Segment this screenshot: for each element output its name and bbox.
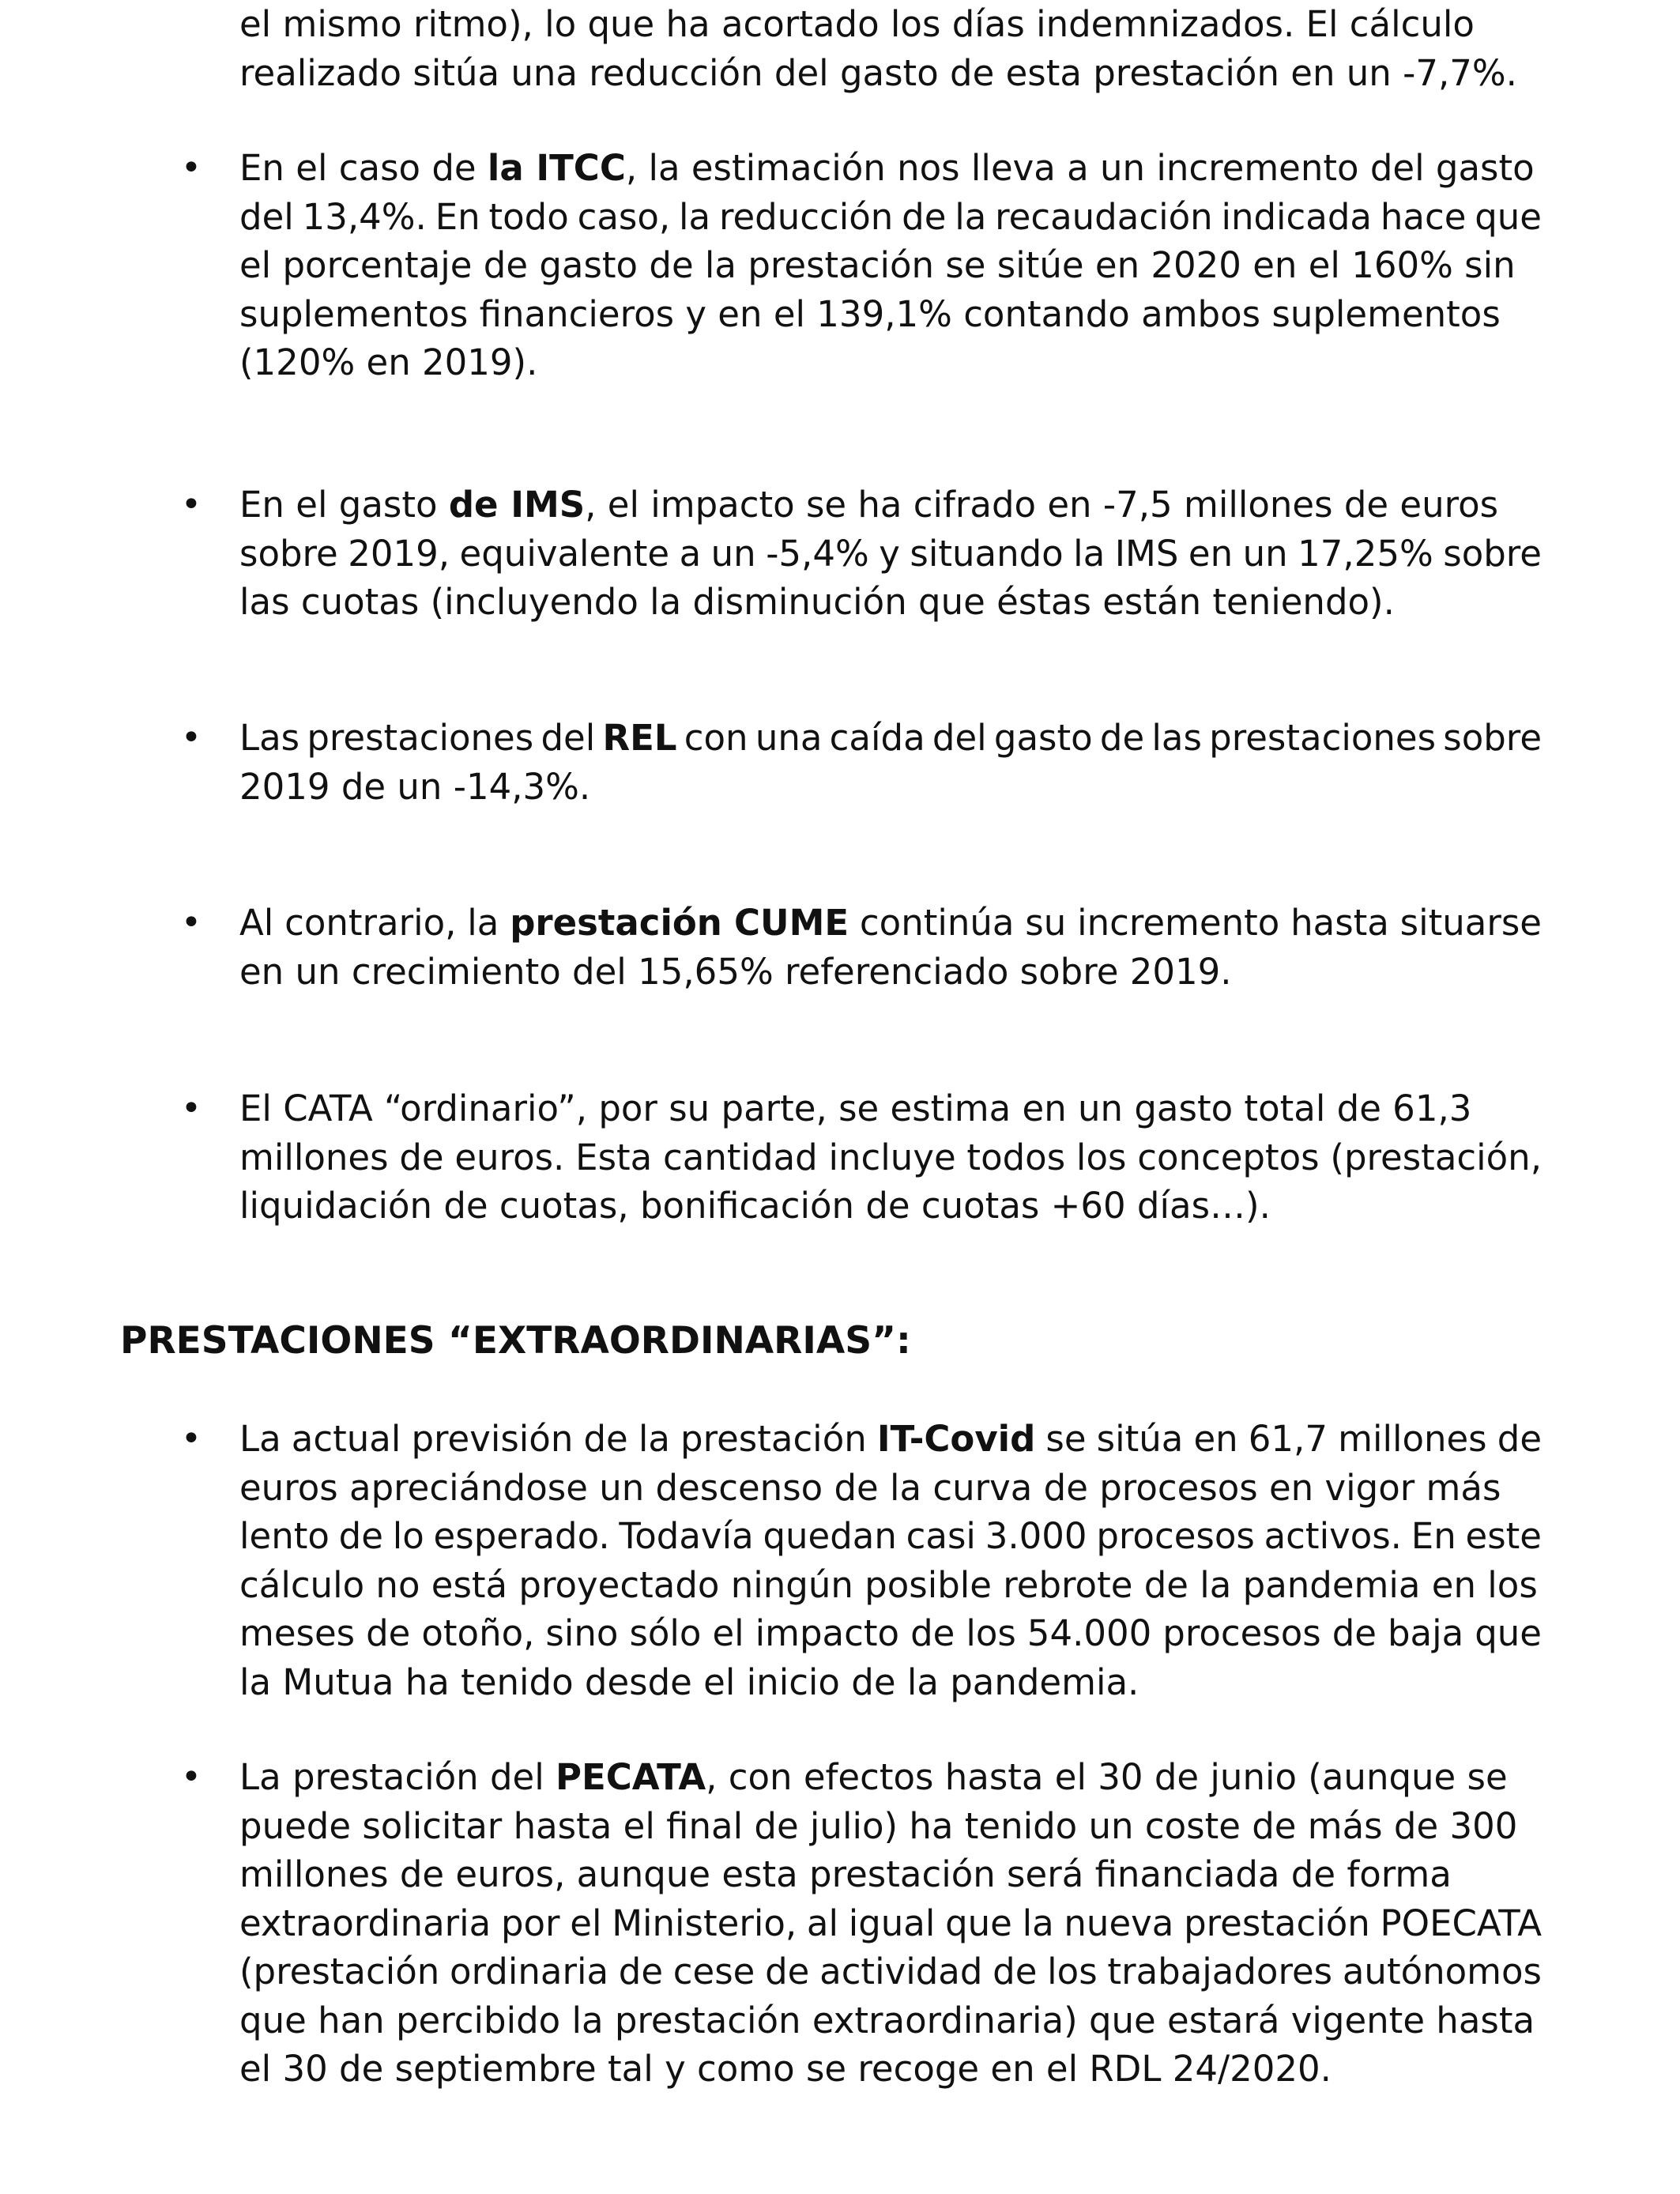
bullet-ims <box>239 481 1542 627</box>
paragraph-line: En el caso de la ITCC, la estimación nos lleva a un incremento del gasto <box>239 147 1535 189</box>
paragraph-line: el 30 de septiembre tal y como se recoge en el RDL 24/2020. <box>239 2048 1332 2090</box>
bold-term: IT-Covid <box>876 1418 1036 1460</box>
paragraph-line: del 13,4%. En todo caso, la reducción de la recaudación indicada hace que <box>239 195 1542 238</box>
bold-term: REL <box>602 717 677 759</box>
bullet-cata <box>239 1084 1542 1231</box>
bullet-cume <box>239 899 1542 996</box>
paragraph-line: El CATA “ordinario”, por su parte, se estima en un gasto total de 61,3 <box>239 1088 1472 1129</box>
paragraph-line: meses de otoño, sino sólo el impacto de los 54.000 procesos de baja que <box>239 1612 1542 1654</box>
paragraph-line: que han percibido la prestación extraordinaria) que estará vigente hasta <box>239 1999 1535 2041</box>
bold-term: PECATA <box>556 1756 706 1798</box>
bullet-icon: • <box>181 903 202 943</box>
bullet-rel <box>239 714 1542 811</box>
bold-term: de IMS <box>448 484 586 526</box>
paragraph-line: (prestación ordinaria de cese de actividad de los trabajadores autónomos <box>239 1951 1542 1992</box>
bullet-pecata <box>239 1753 1542 2094</box>
paragraph-line: millones de euros. Esta cantidad incluye todos los conceptos (prestación, <box>239 1136 1542 1178</box>
paragraph-line: millones de euros, aunque esta prestación será financiada de forma <box>239 1853 1452 1895</box>
paragraph-line: Las prestaciones del REL con una caída del gasto de las prestaciones sobre <box>239 717 1543 759</box>
intro-paragraph <box>239 0 1542 97</box>
paragraph-line: 2019 de un -14,3%. <box>239 765 591 808</box>
paragraph-line: las cuotas (incluyendo la disminución que éstas están teniendo). <box>239 581 1395 623</box>
paragraph-line: la Mutua ha tenido desde el inicio de la pandemia. <box>239 1661 1139 1703</box>
paragraph-line: liquidación de cuotas, bonificación de cuotas +60 días…). <box>239 1185 1271 1227</box>
intro-line-1: el mismo ritmo), lo que ha acortado los días indemnizados. El cálculo <box>239 3 1475 45</box>
bullet-icon: • <box>181 718 202 758</box>
paragraph-line: suplementos financieros y en el 139,1% contando ambos suplementos <box>239 292 1501 335</box>
bullet-icon: • <box>181 1419 202 1459</box>
paragraph-line: en un crecimiento del 15,65% referenciado sobre 2019. <box>239 950 1232 993</box>
bold-term: la ITCC <box>487 147 626 189</box>
paragraph-line: extraordinaria por el Ministerio, al igual que la nueva prestación POECATA <box>239 1902 1542 1944</box>
bullet-icon: • <box>181 1757 202 1797</box>
bullet-icon: • <box>181 1088 202 1129</box>
paragraph-line: (120% en 2019). <box>239 341 538 383</box>
paragraph-line: En el gasto de IMS, el impacto se ha cifrado en -7,5 millones de euros <box>239 484 1499 526</box>
bullet-it-covid <box>239 1415 1542 1706</box>
paragraph-line: lento de lo esperado. Todavía quedan casi 3.000 procesos activos. En este <box>239 1515 1542 1557</box>
paragraph-line: Al contrario, la prestación CUME continúa su incremento hasta situarse <box>239 902 1542 944</box>
bullet-itcc <box>239 144 1542 387</box>
paragraph-line: La prestación del PECATA, con efectos hasta el 30 de junio (aunque se <box>239 1756 1508 1798</box>
paragraph-line: el porcentaje de gasto de la prestación se sitúe en 2020 en el 160% sin <box>239 244 1516 286</box>
paragraph-line: sobre 2019, equivalente a un -5,4% y situando la IMS en un 17,25% sobre <box>239 532 1542 575</box>
bold-term: prestación CUME <box>510 902 849 944</box>
section-heading: PRESTACIONES “EXTRAORDINARIAS”: <box>120 1319 911 1363</box>
bullet-icon: • <box>181 148 202 188</box>
paragraph-line: La actual previsión de la prestación IT-Covid se sitúa en 61,7 millones de <box>239 1418 1542 1460</box>
paragraph-line: cálculo no está proyectado ningún posible rebrote de la pandemia en los <box>239 1563 1538 1606</box>
bullet-icon: • <box>181 484 202 525</box>
intro-line-2: realizado sitúa una reducción del gasto de esta prestación en un -7,7%. <box>239 51 1517 94</box>
paragraph-line: puede solicitar hasta el final de julio) ha tenido un coste de más de 300 <box>239 1804 1518 1847</box>
paragraph-line: euros apreciándose un descenso de la curva de procesos en vigor más <box>239 1466 1501 1509</box>
